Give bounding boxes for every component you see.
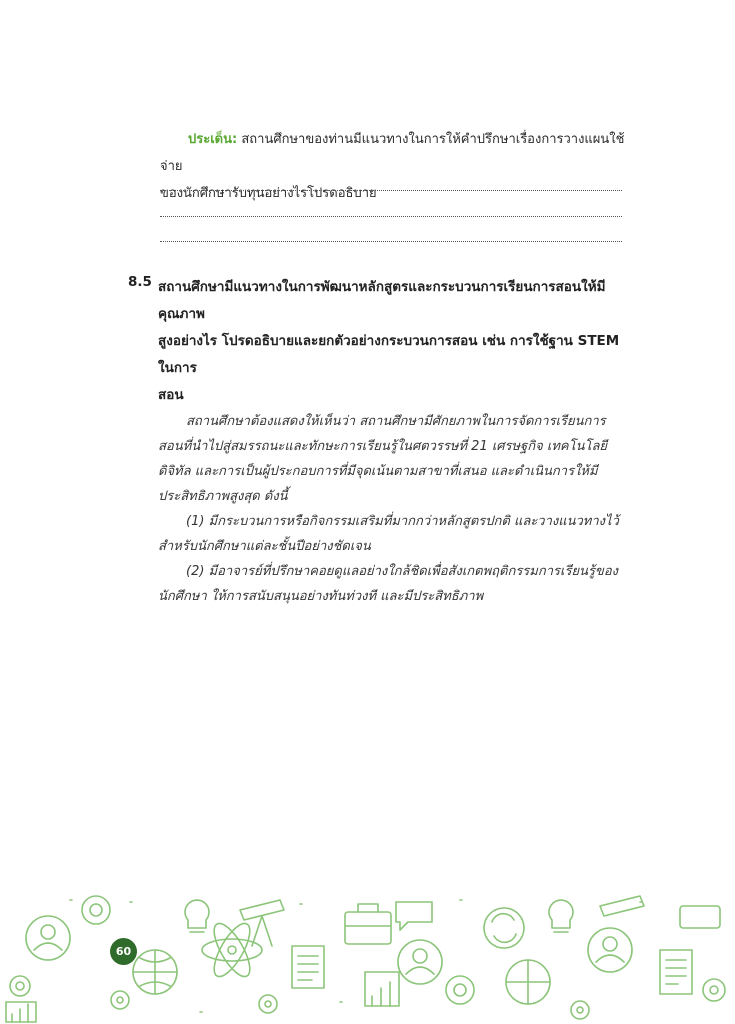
- document-icon: [292, 946, 324, 988]
- section-8-5: [128, 274, 628, 609]
- gear-icon: [10, 976, 30, 996]
- speech-bubble-icon: [396, 902, 432, 930]
- person-icon: [588, 928, 632, 972]
- section-title-line: สูงอย่างไร โปรดอธิบายและยกตัวอย่างกระบวนการสอน เช่น การใช้ฐาน STEM ในการ: [158, 333, 620, 376]
- telescope-icon: [600, 896, 644, 916]
- answer-line-1[interactable]: [160, 190, 622, 191]
- section-item-2: (2) มีอาจารย์ที่ปรึกษาคอยดูแลอย่างใกล้ชิดเพื่อสังเกตพฤติกรรมการเรียนรู้ของนักศึกษา ให้การสนับสนุนอย่างทันท่วงที และมีประสิทธิภาพ: [158, 564, 618, 604]
- speech-bubble-icon: [680, 906, 720, 928]
- answer-line-2[interactable]: [160, 216, 622, 217]
- gear-icon: [571, 1001, 589, 1019]
- section-title-line: สถานศึกษามีแนวทางในการพัฒนาหลักสูตรและกระบวนการเรียนการสอนให้มีคุณภาพ: [158, 279, 606, 322]
- issue-question-line-2: ของนักศึกษารับทุนอย่างไรโปรดอธิบาย: [160, 186, 377, 201]
- briefcase-icon: [345, 912, 391, 944]
- page-number-badge: 60: [110, 938, 137, 965]
- answer-line-3[interactable]: [160, 241, 622, 242]
- chart-icon: [6, 1002, 36, 1022]
- section-body: [158, 409, 628, 609]
- section-title-line: สอน: [158, 387, 184, 403]
- issue-prompt: [160, 126, 630, 207]
- issue-question-line-1: [160, 126, 630, 180]
- section-title: [158, 274, 628, 409]
- section-intro: สถานศึกษาต้องแสดงให้เห็นว่า สถานศึกษามีศักยภาพในการจัดการเรียนการสอนที่นำไปสู่สมรรถนะและทักษะการเรียนรู้ในศตวรรษที่ 21 เศรษฐกิจ เทคโนโลยีดิจิทัล และการเป็นผู้ประกอบการที่มีจุดเน้นตามสาขาที่เสนอ และดำเนินการให้มีประสิทธิภาพสูงสุด ดังนี้: [158, 414, 608, 504]
- gear-icon: [703, 979, 725, 1001]
- issue-label: ประเด็น:: [188, 132, 238, 147]
- person-icon: [26, 916, 70, 960]
- target-icon: [446, 976, 474, 1004]
- gear-icon: [259, 995, 277, 1013]
- lightbulb-icon: [549, 900, 573, 932]
- gear-icon: [111, 991, 129, 1009]
- person-icon: [398, 940, 442, 984]
- lightbulb-icon: [185, 900, 209, 932]
- issue-question-text: สถานศึกษาของท่านมีแนวทางในการให้คำปรึกษาเรื่องการวางแผนใช้จ่าย: [160, 132, 625, 174]
- chart-icon: [365, 972, 399, 1006]
- target-icon: [82, 896, 110, 924]
- section-number: 8.5: [128, 274, 152, 290]
- section-item-1: (1) มีกระบวนการหรือกิจกรรมเสริมที่มากกว่าหลักสูตรปกติ และวางแนวทางไว้สำหรับนักศึกษาแต่ละชั้นปีอย่างชัดเจน: [158, 514, 619, 554]
- document-icon: [660, 950, 692, 994]
